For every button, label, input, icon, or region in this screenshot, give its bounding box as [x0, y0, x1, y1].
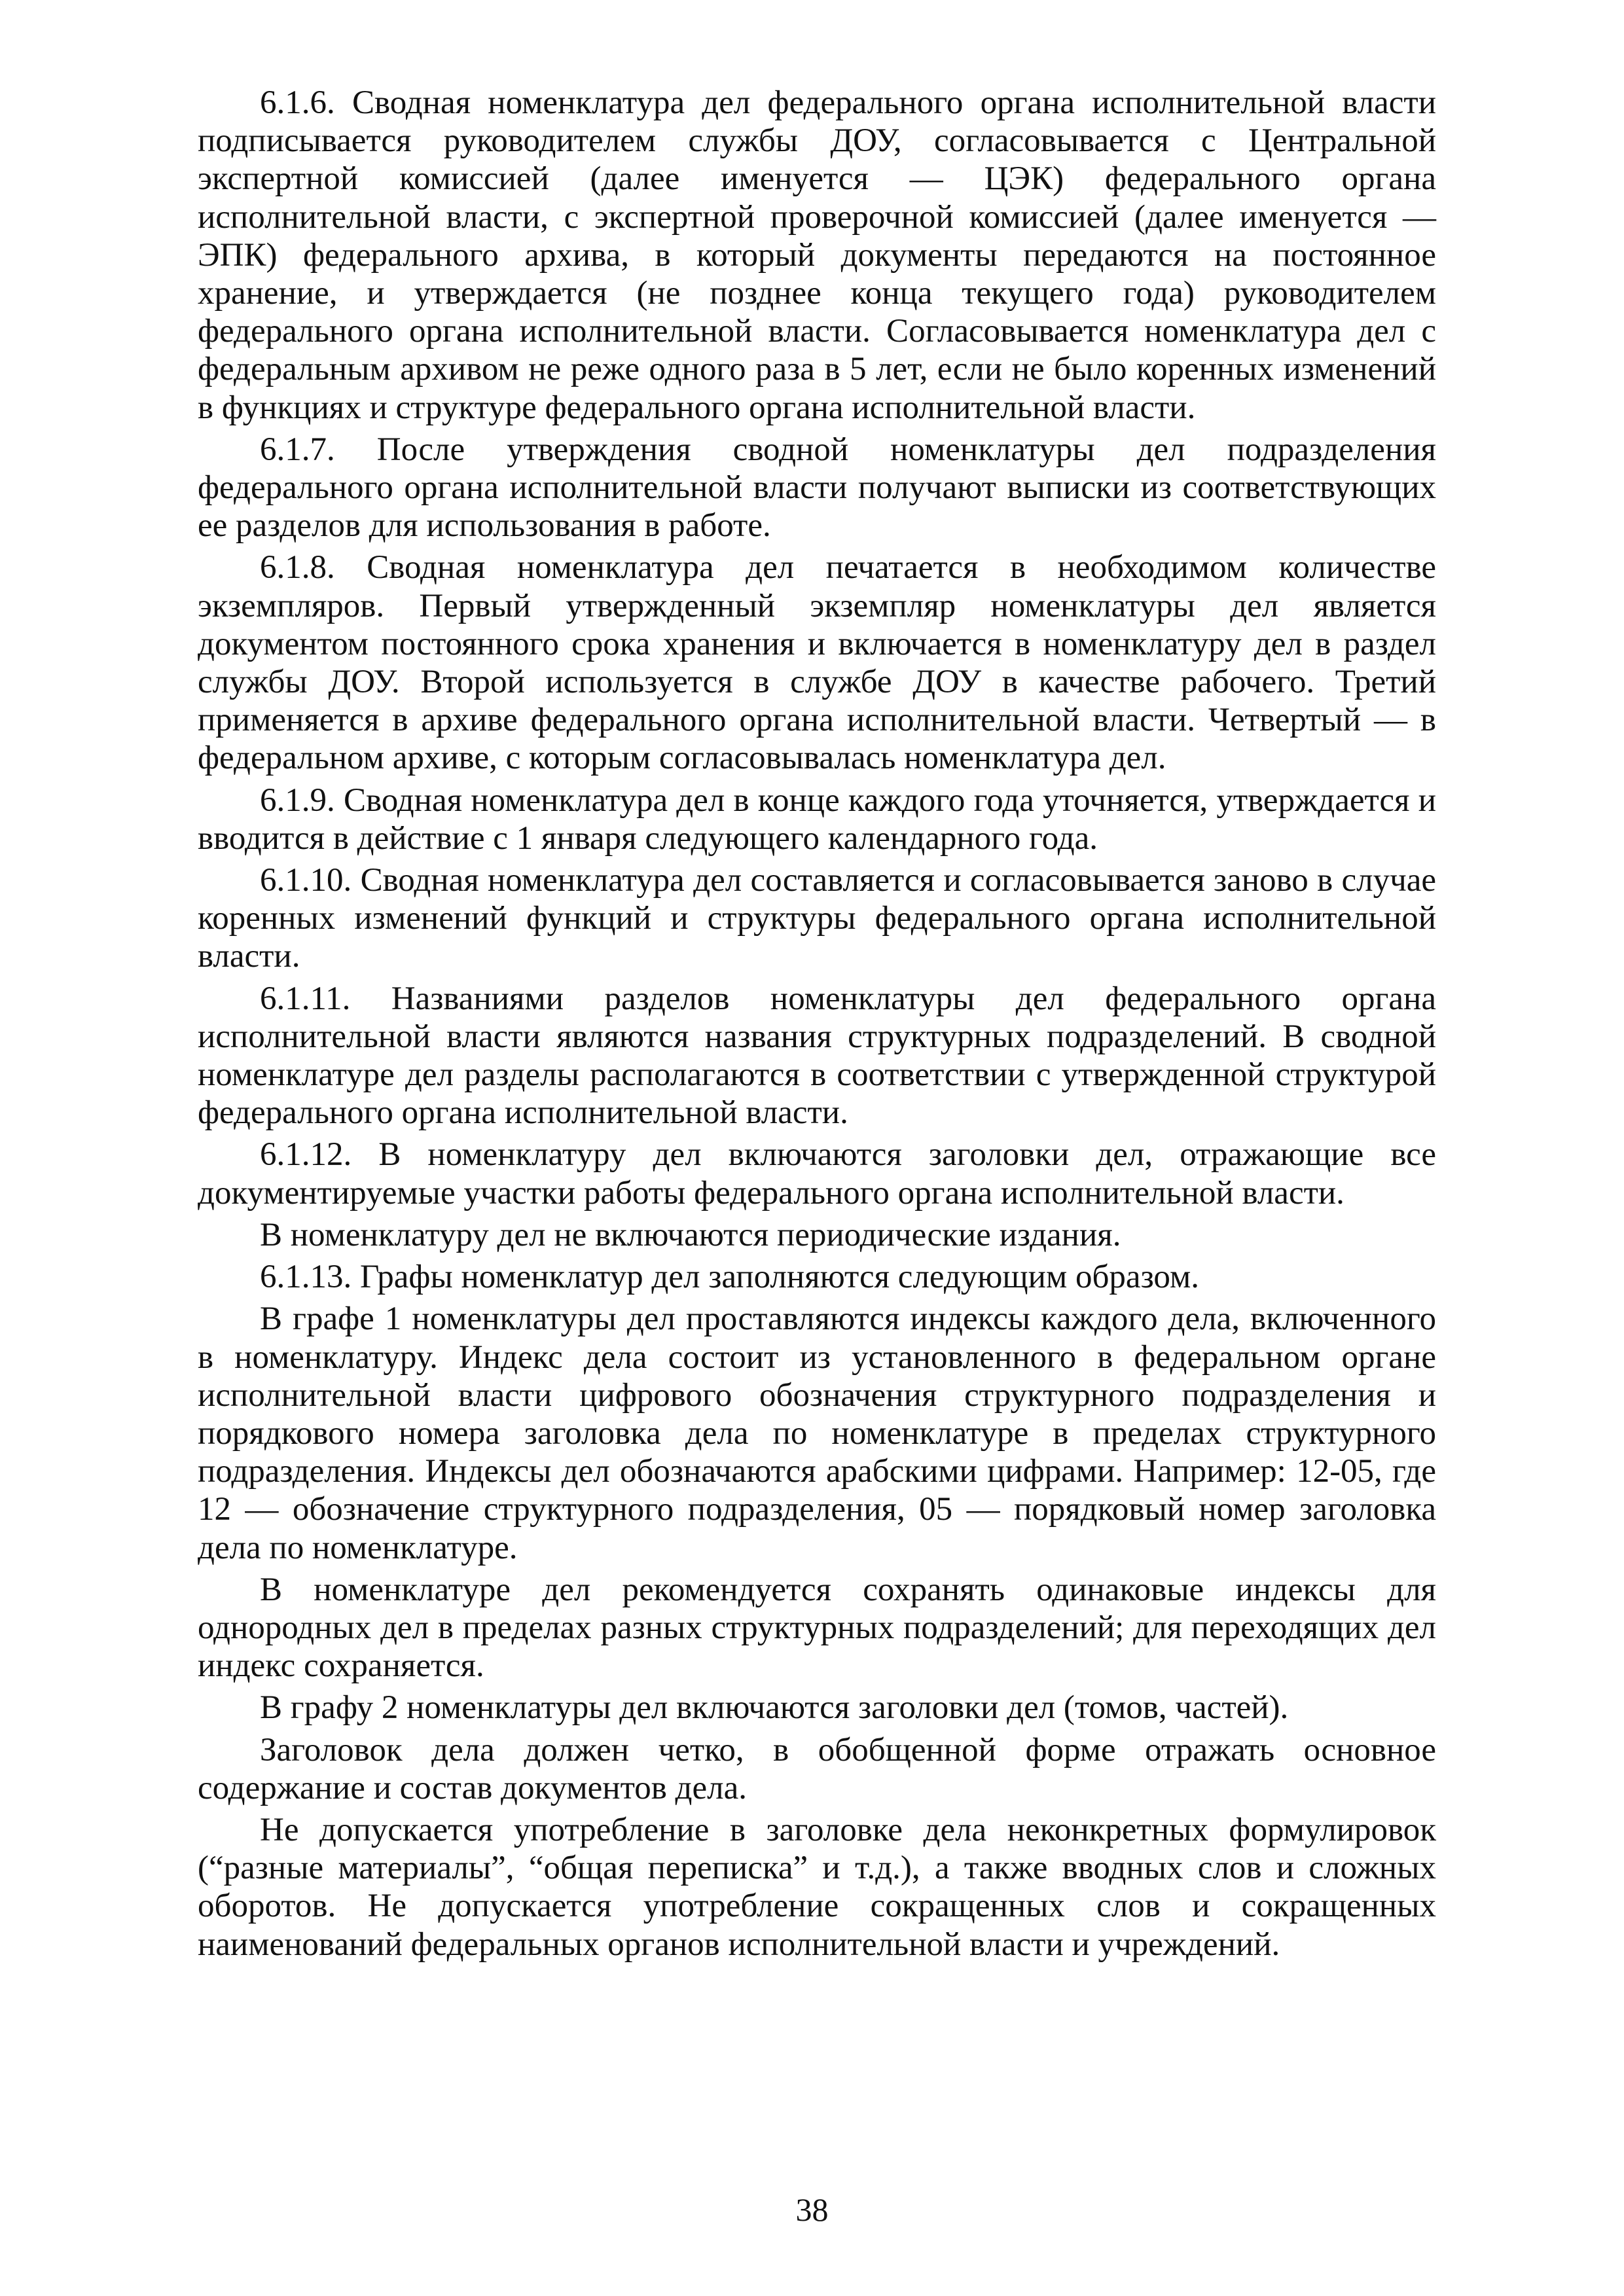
paragraph-6-1-9: 6.1.9. Сводная номенклатура дел в конце каждого года уточняется, утверждается и вводится в действие с 1 января следующего календарного года.: [198, 781, 1436, 857]
paragraph-heading-restrictions: Не допускается употребление в заголовке дела неконкретных формулировок (“разные материалы”, “общая переписка” и т.д.), а также вводных слов и сложных оборотов. Не допускается употребление сокращенных слов и сокращенных наименований федеральных органов исполнительной власти и учреждений.: [198, 1811, 1436, 1963]
paragraph-column-2: В графу 2 номенклатуры дел включаются заголовки дел (томов, частей).: [260, 1689, 1289, 1727]
paragraph-6-1-10: 6.1.10. Сводная номенклатура дел составляется и согласовывается заново в случае коренных изменений функций и структуры федерального органа исполнительной власти.: [198, 862, 1436, 975]
paragraph-periodicals: В номенклатуру дел не включаются периодические издания.: [260, 1216, 1121, 1253]
paragraph-6-1-11: 6.1.11. Названиями разделов номенклатуры дел федерального органа исполнительной власти являются названия структурных подразделений. В сводной номенклатуре дел разделы располагаются в соответствии с утвержденной структурой федерального органа исполнительной власти.: [198, 980, 1436, 1132]
paragraph-6-1-13: 6.1.13. Графы номенклатур дел заполняются следующим образом.: [260, 1259, 1199, 1296]
paragraph-6-1-7: 6.1.7. После утверждения сводной номенклатуры дел подразделения федерального органа исполнительной власти получают выписки из соответствующих ее разделов для использования в работе.: [198, 431, 1436, 545]
body-text: [198, 84, 1436, 1967]
paragraph-column-1: В графе 1 номенклатуры дел проставляются индексы каждого дела, включенного в номенклатуру. Индекс дела состоит из установленного в федеральном органе исполнительной власти цифрового обозначения структурного подразделения и порядкового номера заголовка дела по номенклатуре в пределах структурного подразделения. Индексы дел обозначаются арабскими цифрами. Например: 12-05, где 12 — обозначение структурного подразделения, 05 — порядковый номер заголовка дела по номенклатуре.: [198, 1300, 1436, 1566]
paragraph-heading-content: Заголовок дела должен четко, в обобщенной форме отражать основное содержание и состав документов дела.: [198, 1731, 1436, 1806]
paragraph-same-indexes: В номенклатуре дел рекомендуется сохранять одинаковые индексы для однородных дел в пределах разных структурных подразделений; для переходящих дел индекс сохраняется.: [198, 1571, 1436, 1685]
paragraph-6-1-8: 6.1.8. Сводная номенклатура дел печатается в необходимом количестве экземпляров. Первый утвержденный экземпляр номенклатуры дел является документом постоянного срока хранения и включается в номенклатуру дел в раздел службы ДОУ. Второй используется в службе ДОУ в качестве рабочего. Третий применяется в архиве федерального органа исполнительной власти. Четвертый — в федеральном архиве, с которым согласовывалась номенклатура дел.: [198, 549, 1436, 777]
paragraph-6-1-6: 6.1.6. Сводная номенклатура дел федерального органа исполнительной власти подписывается руководителем службы ДОУ, согласовывается с Центральной экспертной комиссией (далее именуется — ЦЭК) федерального органа исполнительной власти, с экспертной проверочной комиссией (далее именуется — ЭПК) федерального архива, в который документы передаются на постоянное хранение, и утверждается (не позднее конца текущего года) руководителем федерального органа исполнительной власти. Согласовывается номенклатура дел с федеральным архивом не реже одного раза в 5 лет, если не было коренных изменений в функциях и структуре федерального органа исполнительной власти.: [198, 84, 1436, 426]
paragraph-6-1-12: 6.1.12. В номенклатуру дел включаются заголовки дел, отражающие все документируемые участки работы федерального органа исполнительной власти.: [198, 1136, 1436, 1211]
page-number: 38: [795, 2191, 829, 2228]
